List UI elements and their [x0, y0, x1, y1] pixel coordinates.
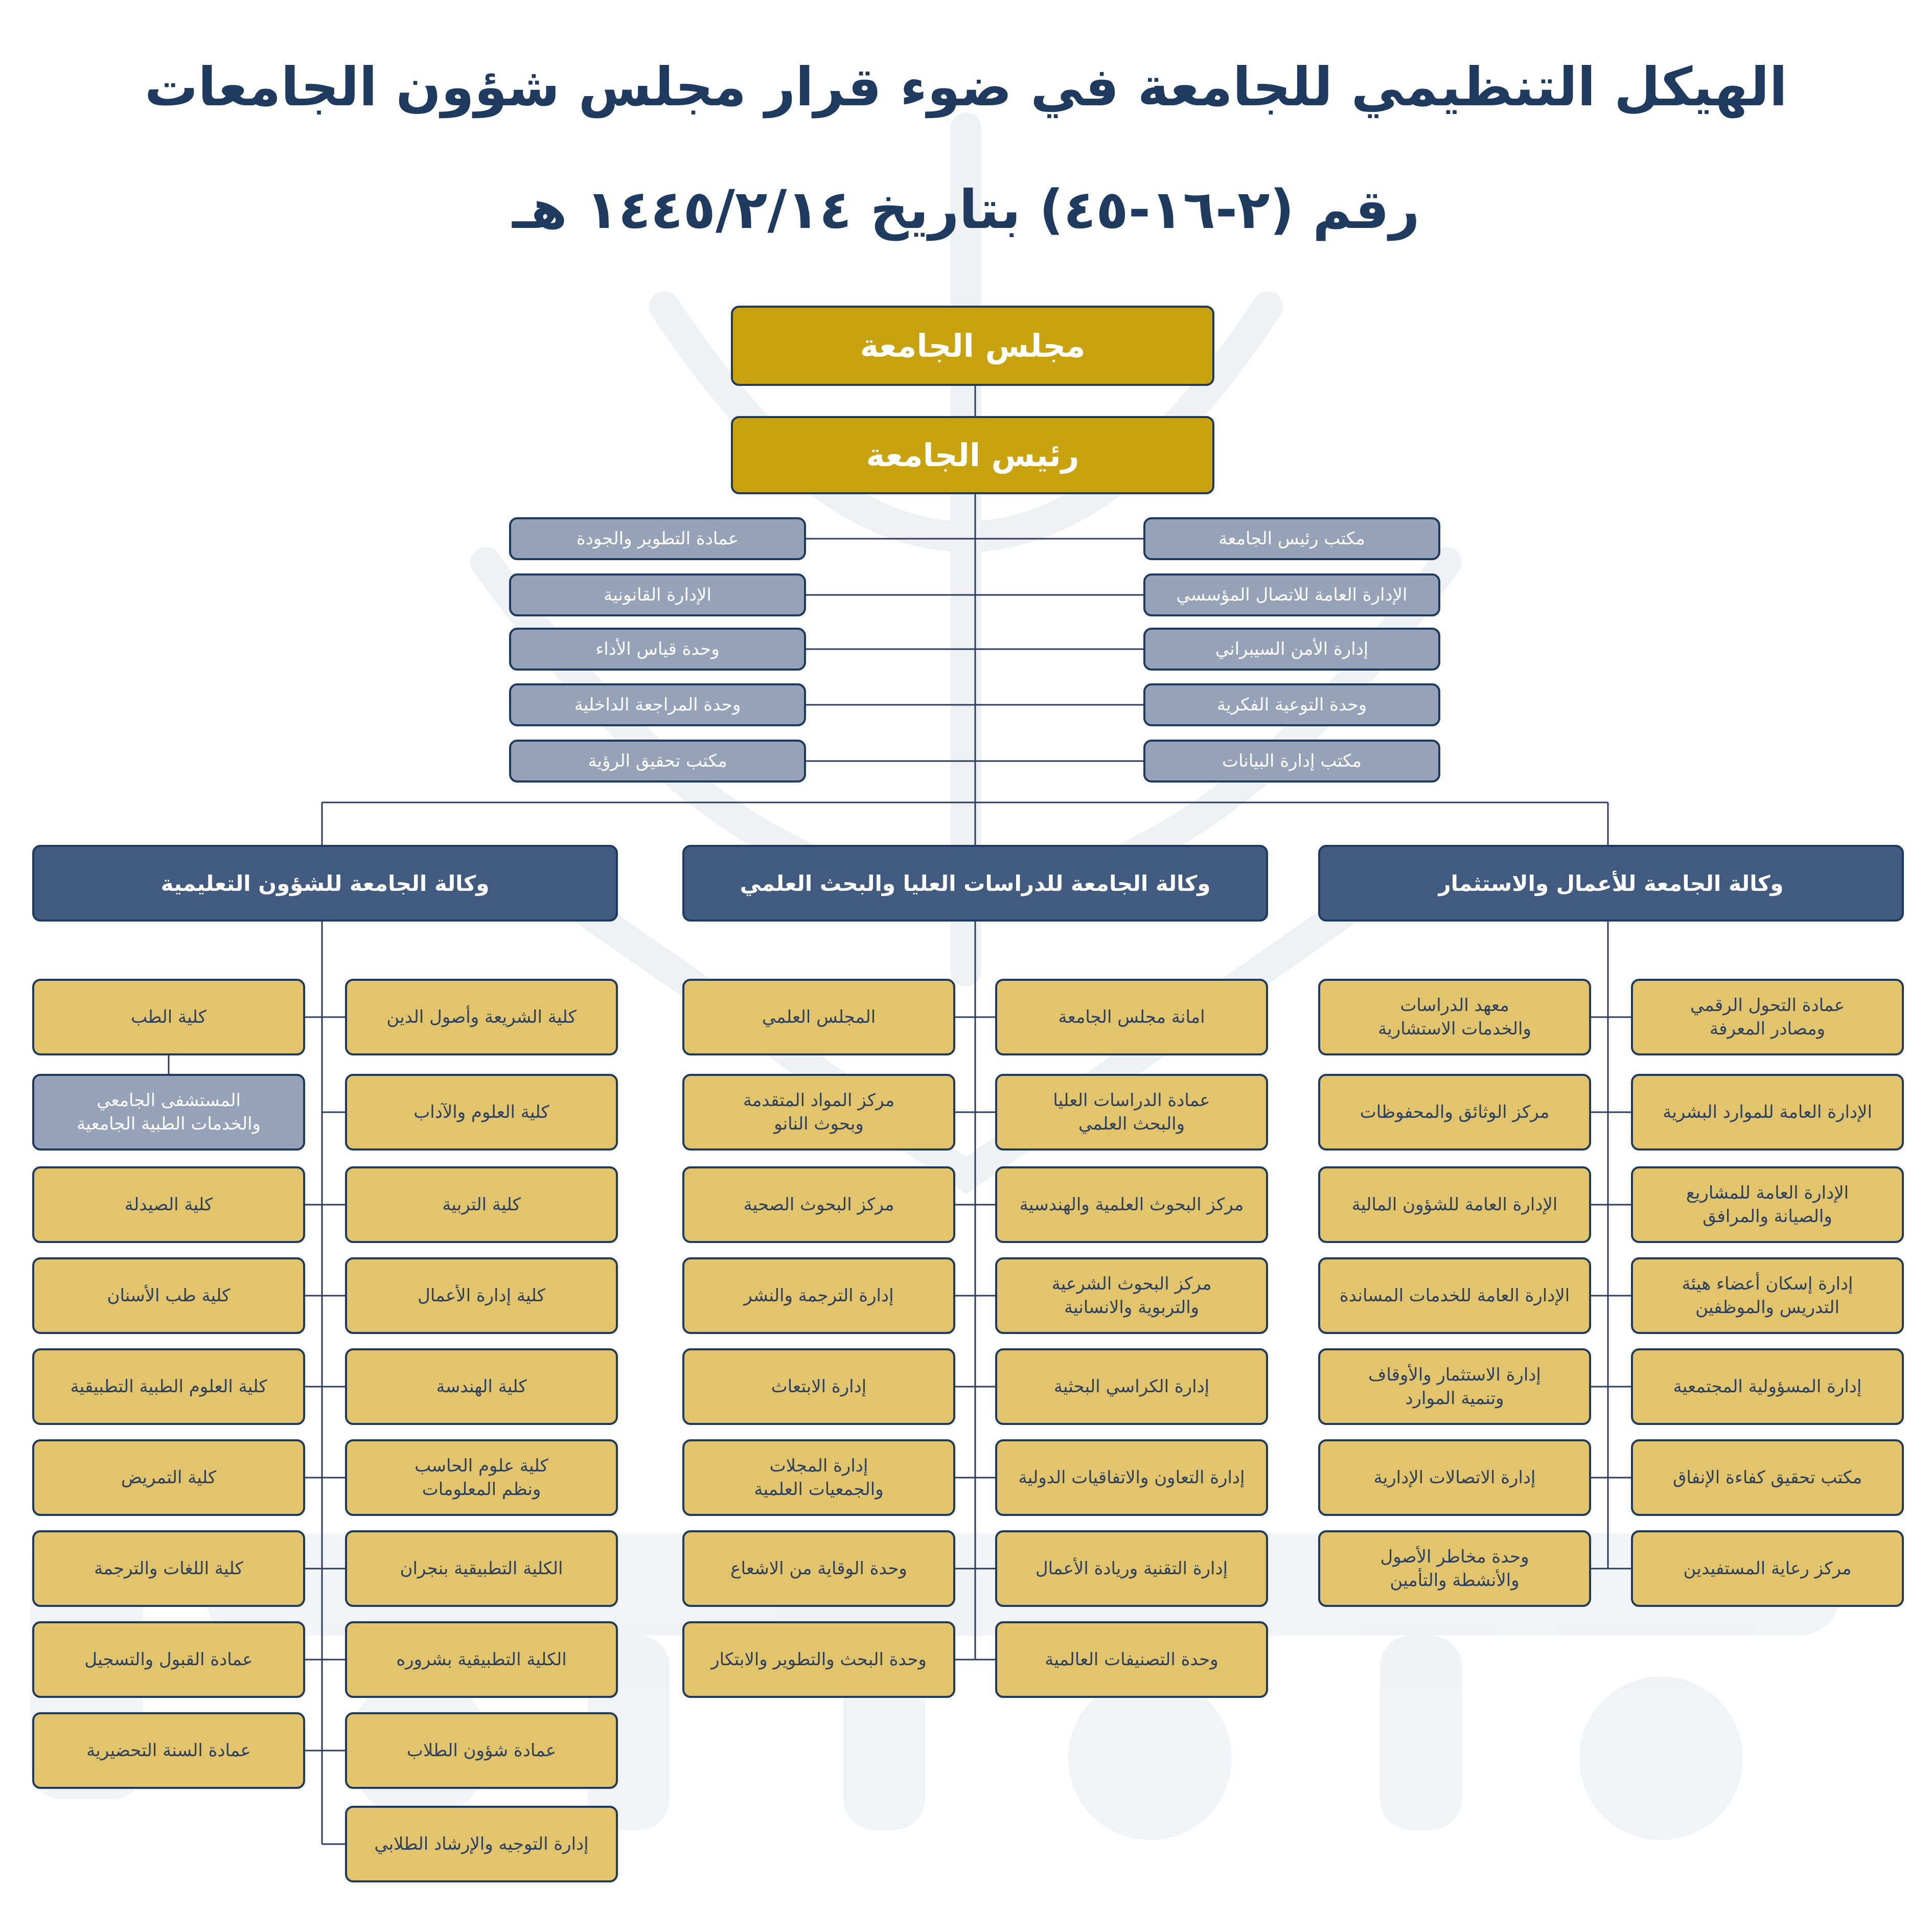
staff-office-left [509, 683, 806, 726]
unit-box [345, 1530, 618, 1607]
unit-box-label: إدارة الاستثمار والأوقاف وتنمية الموارد [1368, 1365, 1541, 1409]
unit-box-label: كلية التمريض [121, 1467, 217, 1488]
unit-box [682, 1348, 955, 1425]
staff-office-left [509, 628, 806, 671]
unit-box-label: وحدة التصنيفات العالمية [1045, 1649, 1218, 1670]
unit-box [32, 1439, 305, 1516]
staff-office-right-label: مكتب رئيس الجامعة [1218, 528, 1365, 549]
unit-box [682, 1530, 955, 1607]
staff-office-left-label: عمادة التطوير والجودة [576, 528, 739, 549]
unit-box [1631, 1166, 1904, 1243]
unit-box-label: مركز رعاية المستفيدين [1683, 1558, 1852, 1579]
unit-box-label: معهد الدراسات والخدمات الاستشارية [1378, 995, 1531, 1039]
unit-box [345, 1439, 618, 1516]
unit-box [682, 1257, 955, 1334]
unit-box-label: إدارة إسكان أعضاء هيئة التدريس والموظفين [1682, 1274, 1853, 1318]
staff-office-right [1143, 517, 1440, 560]
staff-office-left-label: مكتب تحقيق الرؤية [588, 751, 727, 771]
unit-box-label: المجلس العلمي [762, 1007, 876, 1027]
staff-office-left [509, 740, 806, 783]
unit-box-label: إدارة الكراسي البحثية [1053, 1376, 1210, 1397]
unit-box [995, 1166, 1268, 1243]
unit-box-label: الكلية التطبيقية بشروره [396, 1649, 567, 1670]
staff-office-left [509, 573, 806, 616]
unit-box-label: الإدارة العامة للخدمات المساندة [1339, 1285, 1570, 1306]
unit-box [1631, 979, 1904, 1055]
unit-box [682, 1439, 955, 1516]
unit-box [682, 979, 955, 1055]
staff-office-right [1143, 683, 1440, 726]
unit-box-label: كلية علوم الحاسب ونظم المعلومات [415, 1456, 548, 1500]
university-president-label: رئيس الجامعة [866, 436, 1079, 474]
staff-office-right [1143, 628, 1440, 671]
unit-box [1318, 1439, 1591, 1516]
staff-office-right [1143, 740, 1440, 783]
unit-box [32, 1712, 305, 1789]
unit-box-label: الإدارة العامة للموارد البشرية [1663, 1102, 1872, 1122]
vp-business-investment-label: وكالة الجامعة للأعمال والاستثمار [1438, 870, 1784, 896]
university-president-box [731, 416, 1214, 494]
unit-box [995, 1074, 1268, 1151]
vp-educational-affairs-label: وكالة الجامعة للشؤون التعليمية [160, 870, 490, 896]
unit-box-label: مكتب تحقيق كفاءة الإنفاق [1672, 1467, 1862, 1488]
unit-box [32, 1621, 305, 1698]
unit-box-label: كلية العلوم الطبية التطبيقية [70, 1376, 267, 1397]
unit-box-label: إدارة المسؤولية المجتمعية [1673, 1376, 1862, 1397]
unit-box-label: وحدة مخاطر الأصول والأنشطة والتأمين [1380, 1547, 1529, 1591]
vp-graduate-studies-box [682, 845, 1268, 922]
vp-business-investment-box [1318, 845, 1904, 922]
unit-box [345, 979, 618, 1055]
unit-box [345, 1074, 618, 1151]
unit-box-label: كلية الطب [131, 1007, 206, 1027]
staff-office-left-label: وحدة قياس الأداء [595, 639, 720, 659]
unit-box [345, 1166, 618, 1243]
page-title: الهيكل التنظيمي للجامعة في ضوء قرار مجلس شؤون الجامعات [144, 56, 1788, 118]
unit-box [995, 1439, 1268, 1516]
unit-box-label: الكلية التطبيقية بنجران [400, 1558, 563, 1579]
unit-box-label: كلية العلوم والآداب [413, 1102, 549, 1122]
unit-box-label: إدارة الابتعاث [771, 1376, 867, 1397]
unit-box-label: مركز البحوث الشرعية والتربوية والانسانية [1051, 1274, 1212, 1318]
unit-box [995, 1348, 1268, 1425]
unit-box-label: امانة مجلس الجامعة [1058, 1007, 1205, 1027]
unit-box-label: كلية الشريعة وأصول الدين [386, 1007, 577, 1027]
unit-box-label: عمادة السنة التحضيرية [86, 1740, 251, 1761]
unit-box-label: إدارة الاتصالات الإدارية [1373, 1467, 1536, 1488]
unit-box-label: مركز البحوث الصحية [743, 1194, 894, 1215]
unit-box-label: الإدارة العامة للمشاريع والصيانة والمرافق [1686, 1183, 1849, 1227]
staff-office-left-label: وحدة المراجعة الداخلية [574, 695, 741, 715]
unit-box [1318, 1166, 1591, 1243]
unit-box [1318, 1074, 1591, 1151]
vp-educational-affairs-box [32, 845, 618, 922]
unit-box-label: كلية الهندسة [436, 1376, 527, 1397]
staff-office-left-label: الإدارة القانونية [604, 585, 711, 605]
unit-box [995, 1530, 1268, 1607]
university-hospital-box [32, 1074, 305, 1151]
unit-box [1318, 1530, 1591, 1607]
unit-box [32, 1166, 305, 1243]
unit-box [1631, 1530, 1904, 1607]
unit-box-label: كلية اللغات والترجمة [94, 1558, 243, 1579]
unit-box [345, 1348, 618, 1425]
unit-box-label: عمادة القبول والتسجيل [84, 1649, 253, 1670]
university-hospital-box-label: المستشفى الجامعي والخدمات الطبية الجامعية [77, 1090, 261, 1134]
unit-box-label: إدارة التقنية وريادة الأعمال [1035, 1558, 1228, 1579]
unit-box [345, 1712, 618, 1789]
unit-box [682, 1166, 955, 1243]
unit-box [995, 1621, 1268, 1698]
unit-box [32, 1348, 305, 1425]
unit-box-label: مركز المواد المتقدمة وبحوث النانو [743, 1090, 895, 1134]
unit-box-label: عمادة شؤون الطلاب [406, 1740, 557, 1761]
unit-box-label: إدارة التوجيه والإرشاد الطلابي [374, 1834, 589, 1854]
university-council-box [731, 306, 1214, 386]
staff-office-right-label: مكتب إدارة البيانات [1222, 751, 1362, 771]
unit-box [1631, 1074, 1904, 1151]
unit-box-label: وحدة الوقاية من الاشعاع [730, 1558, 907, 1579]
unit-box [682, 1074, 955, 1151]
unit-box [32, 979, 305, 1055]
staff-office-right-label: إدارة الأمن السيبراني [1215, 639, 1369, 659]
unit-box [345, 1806, 618, 1882]
unit-box-label: إدارة التعاون والاتفاقيات الدولية [1018, 1467, 1245, 1488]
unit-box [1631, 1257, 1904, 1334]
unit-box-label: وحدة البحث والتطوير والابتكار [711, 1649, 927, 1670]
unit-box-label: عمادة التحول الرقمي ومصادر المعرفة [1690, 995, 1845, 1039]
unit-box [1318, 1348, 1591, 1425]
staff-office-right [1143, 573, 1440, 616]
unit-box [1631, 1348, 1904, 1425]
unit-box-label: الإدارة العامة للشؤون المالية [1351, 1194, 1558, 1215]
vp-graduate-studies-label: وكالة الجامعة للدراسات العليا والبحث العلمي [740, 870, 1211, 896]
staff-office-left [509, 517, 806, 560]
unit-box-label: كلية التربية [442, 1194, 521, 1215]
unit-box [682, 1621, 955, 1698]
unit-box-label: إدارة المجلات والجمعيات العلمية [754, 1456, 884, 1500]
unit-box [1318, 1257, 1591, 1334]
university-council-label: مجلس الجامعة [860, 327, 1086, 364]
staff-office-right-label: الإدارة العامة للاتصال المؤسسي [1176, 585, 1408, 605]
unit-box [995, 979, 1268, 1055]
unit-box-label: مركز البحوث العلمية والهندسية [1019, 1194, 1244, 1215]
unit-box-label: كلية طب الأسنان [107, 1285, 231, 1306]
unit-box [345, 1621, 618, 1698]
unit-box [32, 1257, 305, 1334]
unit-box [32, 1530, 305, 1607]
unit-box [1318, 979, 1591, 1055]
unit-box [995, 1257, 1268, 1334]
unit-box-label: كلية الصيدلة [124, 1194, 213, 1215]
unit-box-label: مركز الوثائق والمحفوظات [1360, 1102, 1550, 1122]
page-subtitle: رقم (٢-١٦-٤٥) بتاريخ ١٤٤٥/٢/١٤ هـ [512, 178, 1420, 241]
unit-box [345, 1257, 618, 1334]
unit-box-label: كلية إدارة الأعمال [418, 1285, 545, 1306]
unit-box [1631, 1439, 1904, 1516]
staff-office-right-label: وحدة التوعية الفكرية [1216, 695, 1367, 715]
unit-box-label: عمادة الدراسات العليا والبحث العلمي [1053, 1090, 1210, 1134]
unit-box-label: إدارة الترجمة والنشر [744, 1285, 894, 1306]
